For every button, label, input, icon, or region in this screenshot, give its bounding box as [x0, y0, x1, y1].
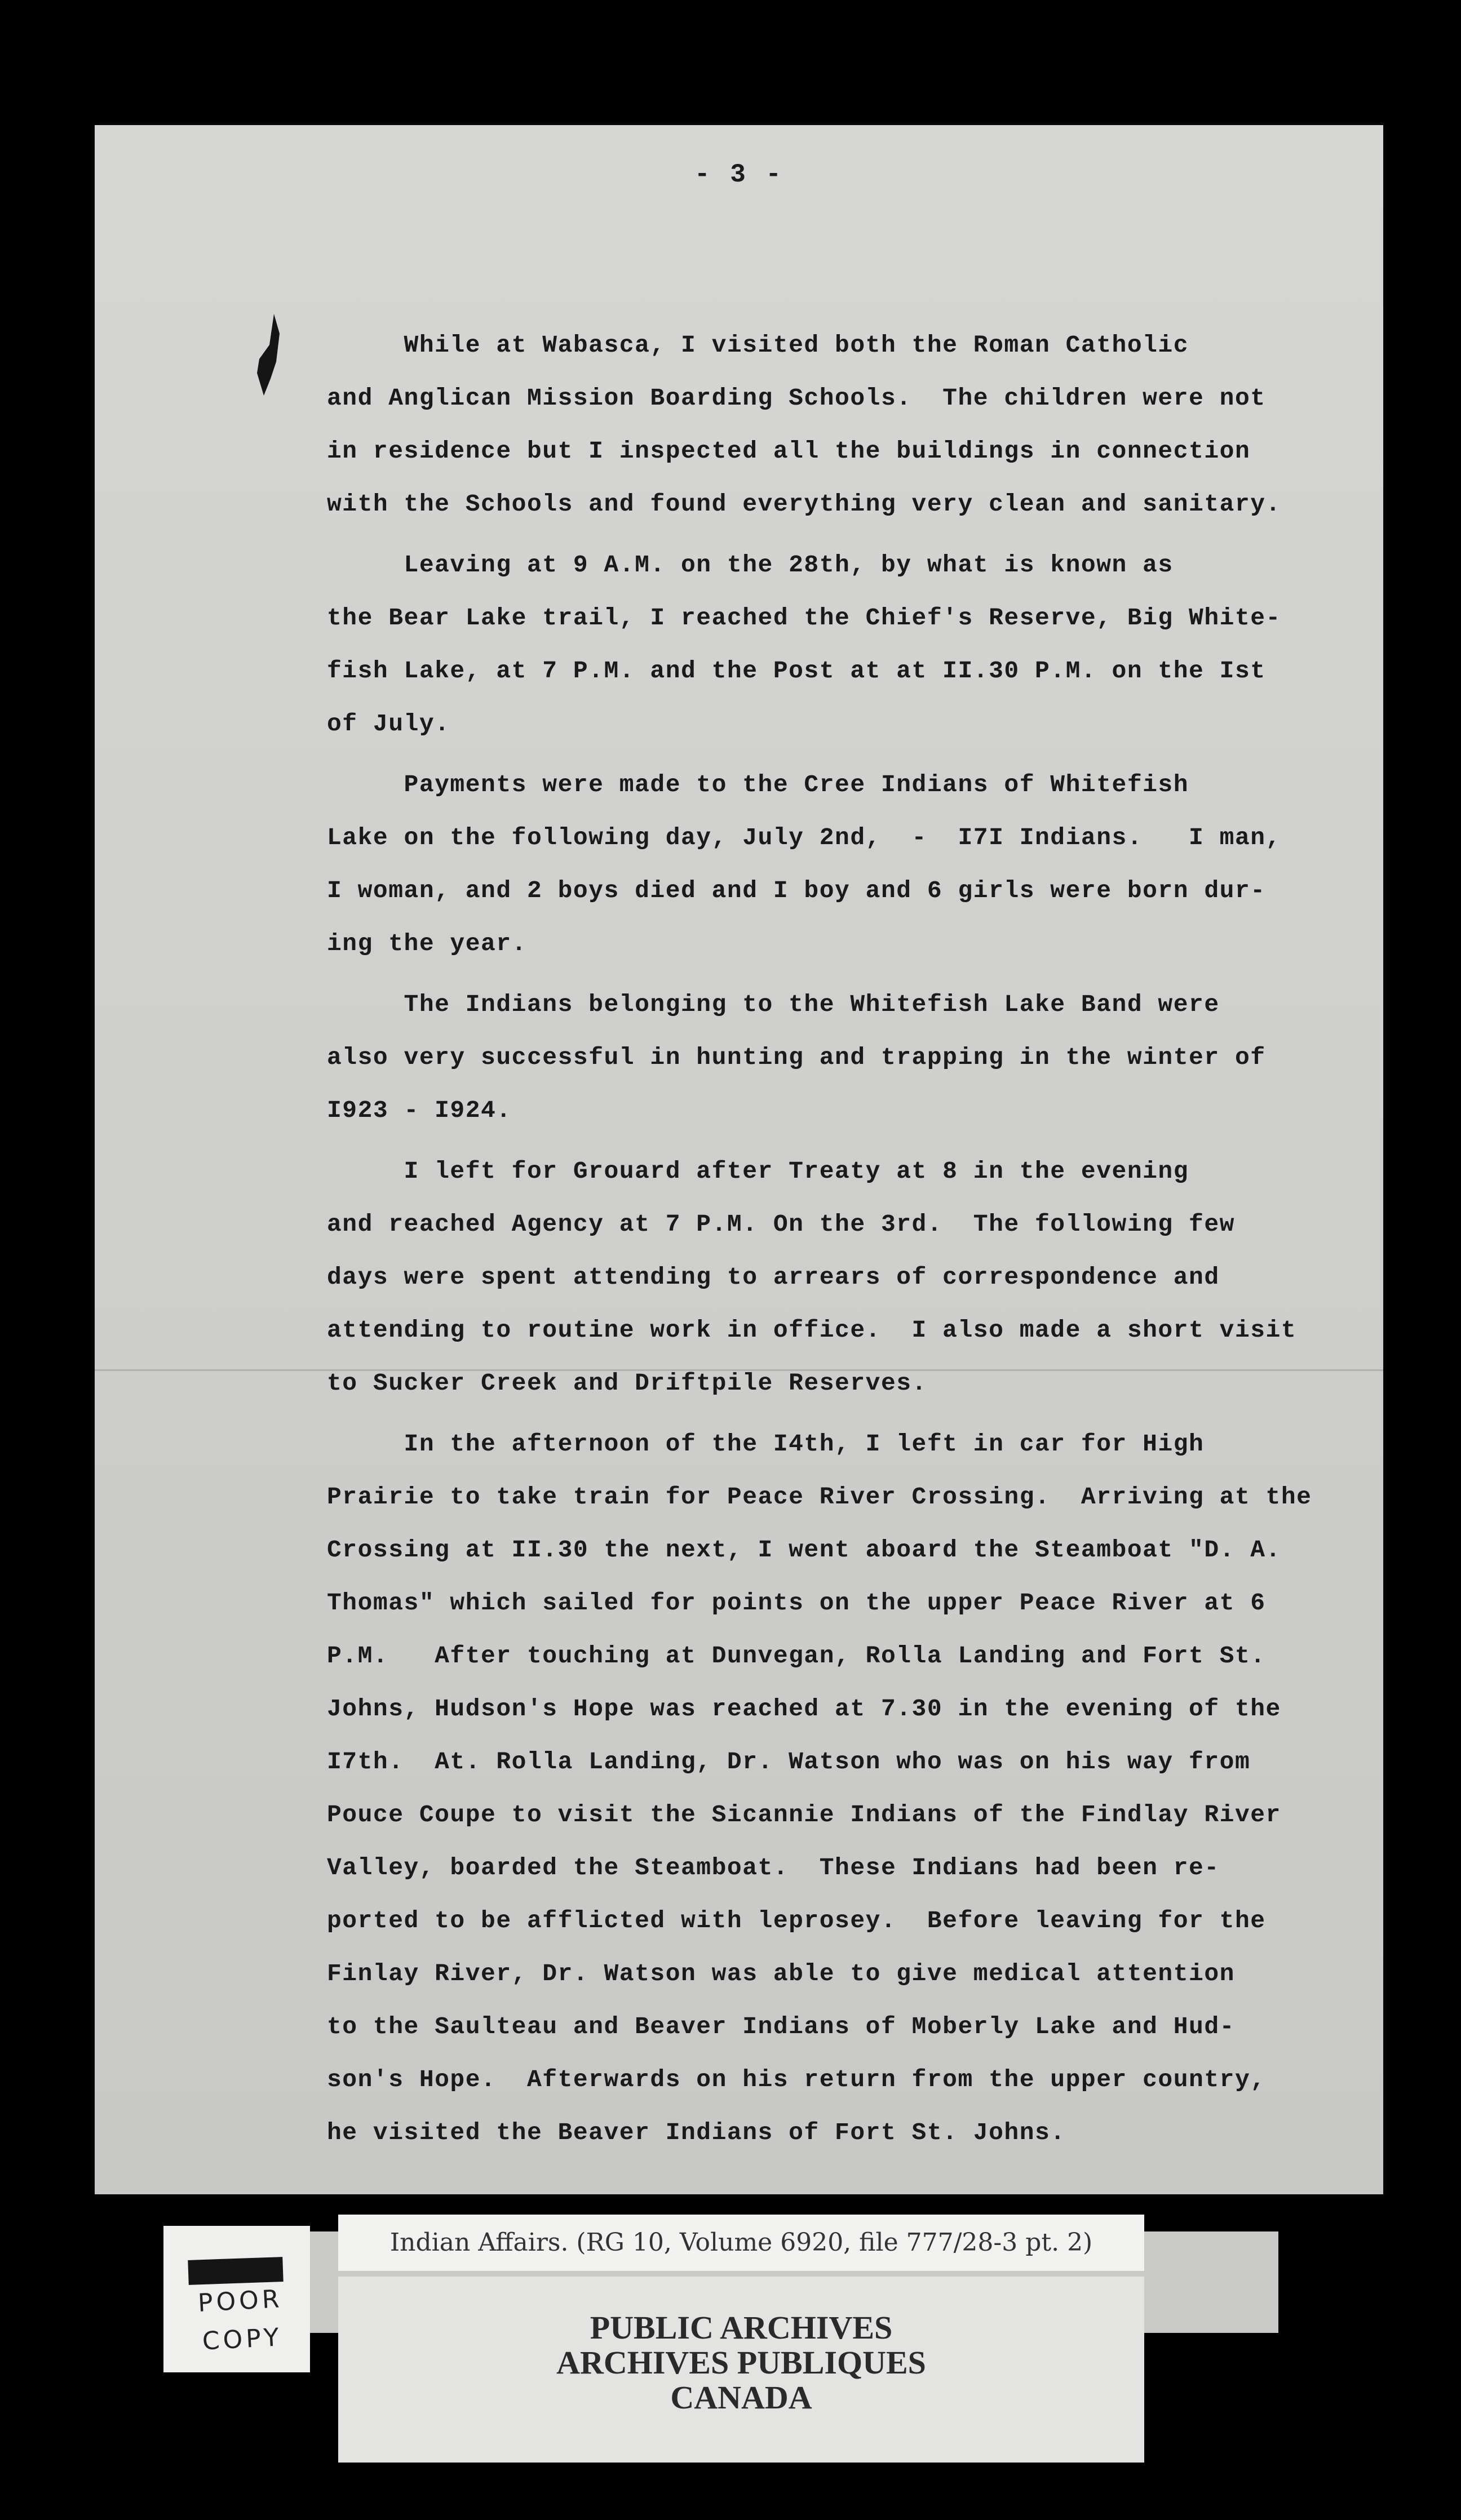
text-line: Finlay River, Dr. Watson was able to give medical attention: [327, 1960, 1235, 1987]
text-line: the Bear Lake trail, I reached the Chief's Reserve, Big White-: [327, 604, 1281, 632]
text-line: also very successful in hunting and trapping in the winter of: [327, 1044, 1266, 1071]
text-line: Lake on the following day, July 2nd, - I7I Indians. I man,: [327, 824, 1281, 851]
text-line: to Sucker Creek and Driftpile Reserves.: [327, 1369, 927, 1397]
text-line: Pouce Coupe to visit the Sicannie Indians of the Findlay River: [327, 1801, 1281, 1829]
text-line: Payments were made to the Cree Indians of Whitefish: [327, 771, 1189, 798]
text-line: ing the year.: [327, 930, 527, 957]
poor-copy-label: [172, 2279, 311, 2362]
stamp-line-french: ARCHIVES PUBLIQUES: [556, 2344, 926, 2381]
text-line: of July.: [327, 710, 450, 738]
text-line: I923 - I924.: [327, 1097, 512, 1124]
letter-body: [327, 319, 1358, 2159]
poor-copy-note: [163, 2226, 310, 2372]
text-line: While at Wabasca, I visited both the Roman Catholic: [327, 331, 1189, 359]
text-line: ported to be afflicted with leprosey. Before leaving for the: [327, 1907, 1266, 1935]
poor-copy-line-1: POOR: [197, 2284, 284, 2318]
text-line: P.M. After touching at Dunvegan, Rolla Landing and Fort St.: [327, 1642, 1266, 1670]
paragraph-gap: [327, 1137, 1358, 1145]
text-line: The Indians belonging to the Whitefish Lake Band were: [327, 991, 1220, 1018]
text-line: I7th. At. Rolla Landing, Dr. Watson who was on his way from: [327, 1748, 1251, 1776]
text-line: fish Lake, at 7 P.M. and the Post at at II.30 P.M. on the Ist: [327, 657, 1266, 685]
text-line: Johns, Hudson's Hope was reached at 7.30 in the evening of the: [327, 1695, 1281, 1723]
document-page: [95, 125, 1383, 2194]
text-line: In the afternoon of the I4th, I left in car for High: [327, 1430, 1205, 1458]
text-line: I woman, and 2 boys died and I boy and 6 girls were born dur-: [327, 877, 1266, 904]
paragraph-gap: [327, 970, 1358, 978]
text-line: days were spent attending to arrears of correspondence and: [327, 1263, 1220, 1291]
text-line: I left for Grouard after Treaty at 8 in the evening: [327, 1157, 1189, 1185]
stamp-line-english: PUBLIC ARCHIVES: [590, 2309, 893, 2346]
paragraph-gap: [327, 751, 1358, 758]
paragraph-gap: [327, 531, 1358, 539]
archive-citation: Indian Affairs. (RG 10, Volume 6920, file 777/28-3 pt. 2): [338, 2215, 1144, 2271]
stamp-line-country: CANADA: [670, 2379, 812, 2416]
public-archives-stamp: [338, 2310, 1144, 2415]
ink-blot-mark: [247, 311, 286, 401]
text-line: to the Saulteau and Beaver Indians of Moberly Lake and Hud-: [327, 2013, 1235, 2040]
page-number: - 3 -: [694, 160, 784, 189]
text-line: and Anglican Mission Boarding Schools. The children were not: [327, 384, 1266, 412]
text-line: Crossing at II.30 the next, I went aboard the Steamboat "D. A.: [327, 1536, 1281, 1564]
text-line: attending to routine work in office. I also made a short visit: [327, 1316, 1297, 1344]
text-line: with the Schools and found everything very clean and sanitary.: [327, 490, 1281, 518]
text-line: and reached Agency at 7 P.M. On the 3rd. The following few: [327, 1210, 1235, 1238]
text-line: son's Hope. Afterwards on his return from the upper country,: [327, 2066, 1266, 2093]
text-line: he visited the Beaver Indians of Fort St. Johns.: [327, 2119, 1066, 2146]
text-line: in residence but I inspected all the buildings in connection: [327, 437, 1251, 465]
text-line: Leaving at 9 A.M. on the 28th, by what is known as: [327, 551, 1174, 579]
text-line: Valley, boarded the Steamboat. These Indians had been re-: [327, 1854, 1220, 1882]
poor-copy-line-2: COPY: [201, 2323, 283, 2356]
text-line: Thomas" which sailed for points on the upper Peace River at 6: [327, 1589, 1266, 1617]
text-line: Prairie to take train for Peace River Crossing. Arriving at the: [327, 1483, 1312, 1511]
paragraph-gap: [327, 1410, 1358, 1418]
